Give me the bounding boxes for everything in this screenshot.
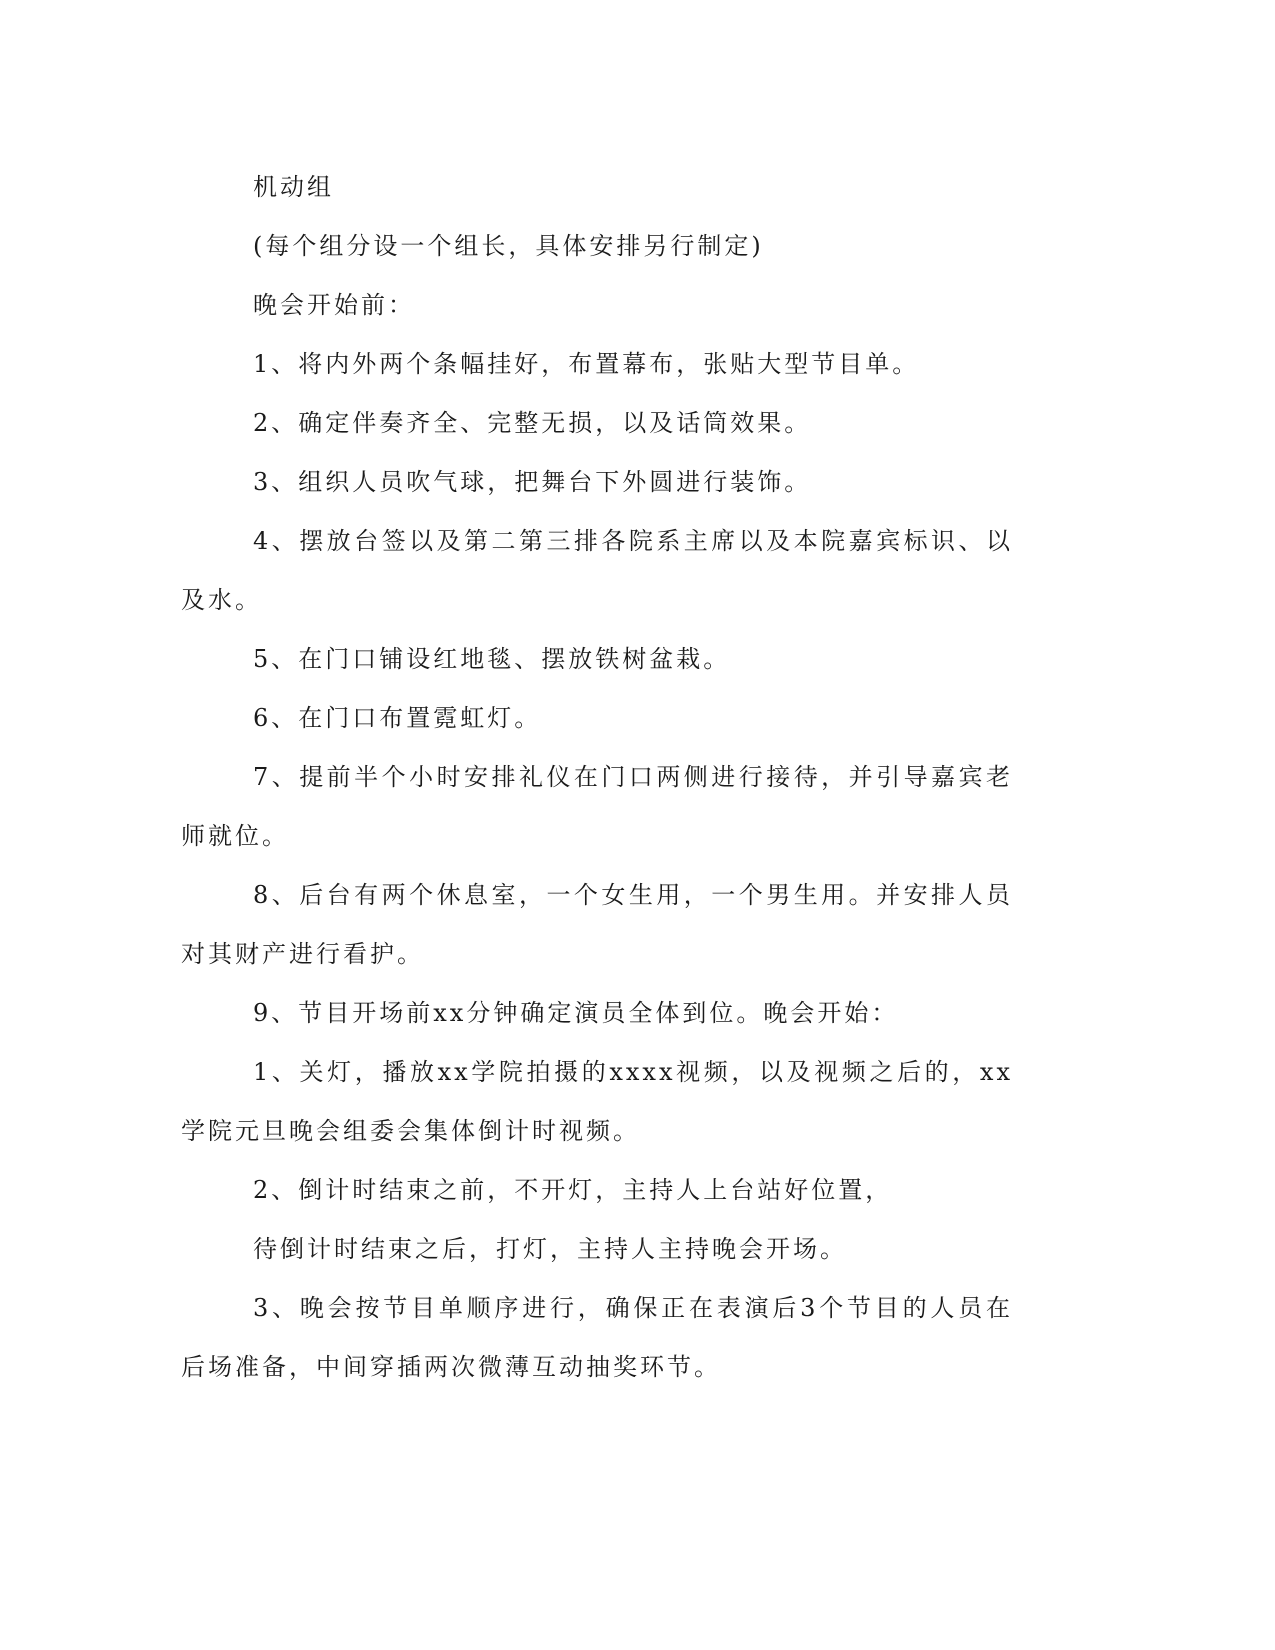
paragraph-before-item-5: 5、在门口铺设红地毯、摆放铁树盆栽。 <box>253 645 731 673</box>
paragraph-before-item-3: 3、组织人员吹气球，把舞台下外圆进行装饰。 <box>253 468 812 496</box>
paragraph-before-party-heading: 晚会开始前： <box>253 291 415 319</box>
paragraph-start-item-3: 3、晚会按节目单顺序进行，确保正在表演后3个节目的人员在后场准备，中间穿插两次微薄互动抽奖环节。 <box>181 1294 1013 1381</box>
document-body <box>181 158 1013 1397</box>
paragraph-before-item-7: 7、提前半个小时安排礼仪在门口两侧进行接待，并引导嘉宾老师就位。 <box>181 763 1013 850</box>
paragraph-before-item-8: 8、后台有两个休息室，一个女生用，一个男生用。并安排人员对其财产进行看护。 <box>181 881 1013 968</box>
paragraph-start-item-2-continued: 待倒计时结束之后，打灯，主持人主持晚会开场。 <box>253 1235 847 1263</box>
paragraph-group-note: (每个组分设一个组长，具体安排另行制定) <box>253 232 764 260</box>
paragraph-before-item-9: 9、节目开场前xx分钟确定演员全体到位。晚会开始： <box>253 999 899 1027</box>
paragraph-start-item-2: 2、倒计时结束之前，不开灯，主持人上台站好位置， <box>253 1176 893 1204</box>
paragraph-before-item-1: 1、将内外两个条幅挂好，布置幕布，张贴大型节目单。 <box>253 350 920 378</box>
paragraph-before-item-2: 2、确定伴奏齐全、完整无损，以及话筒效果。 <box>253 409 812 437</box>
paragraph-start-item-1: 1、关灯，播放xx学院拍摄的xxxx视频，以及视频之后的，xx学院元旦晚会组委会集体倒计时视频。 <box>181 1058 1013 1145</box>
paragraph-before-item-4: 4、摆放台签以及第二第三排各院系主席以及本院嘉宾标识、以及水。 <box>181 527 1013 614</box>
paragraph-before-item-6: 6、在门口布置霓虹灯。 <box>253 704 542 732</box>
paragraph-group-mobile: 机动组 <box>253 173 334 201</box>
